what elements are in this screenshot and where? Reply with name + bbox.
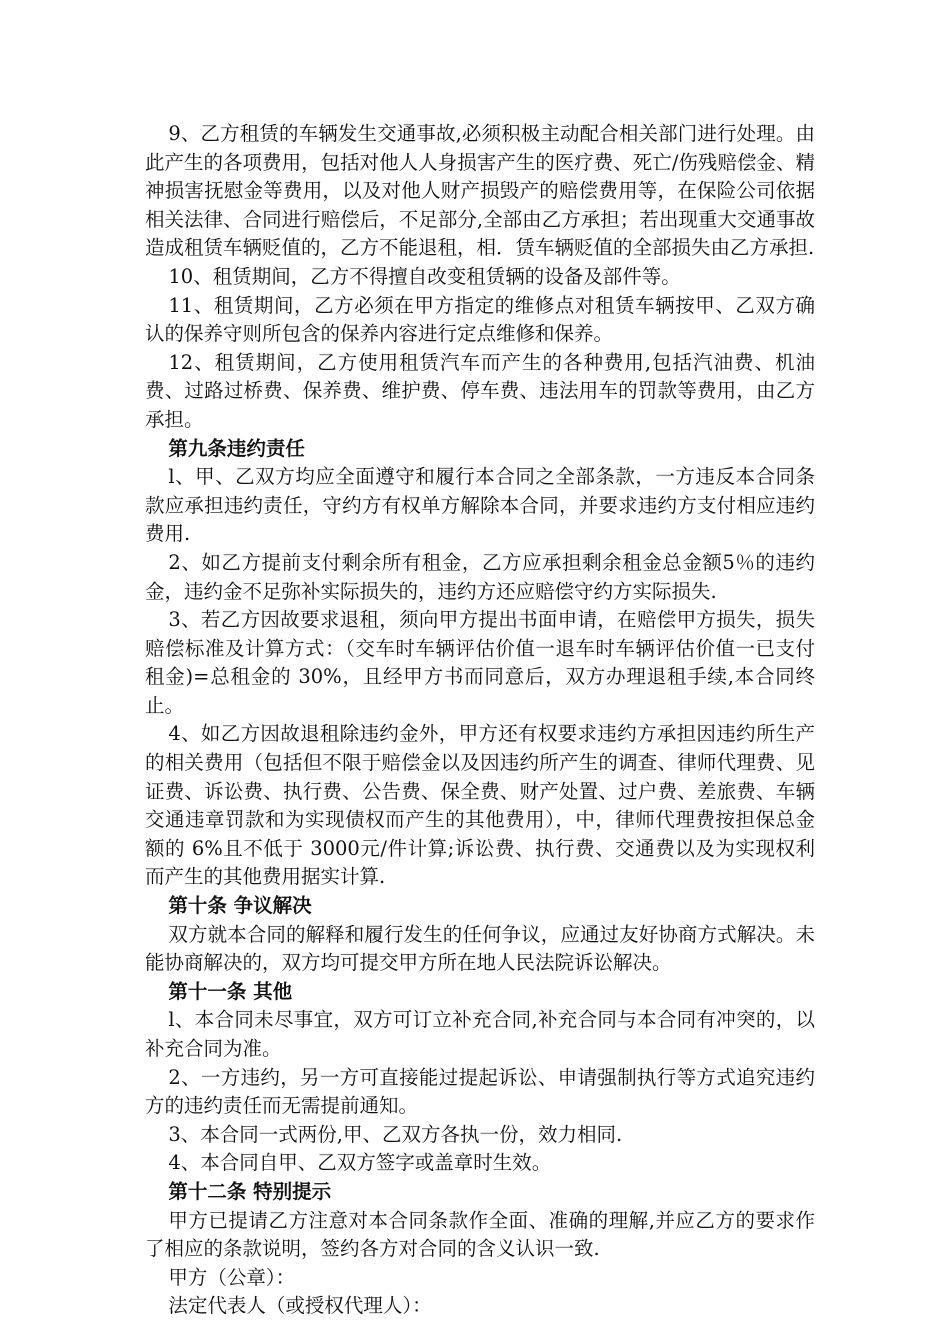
- article-11-heading: 第十一条 其他: [168, 979, 293, 1003]
- document-page: [145, 120, 815, 1321]
- article-11-item-2: 2、一方违约，另一方可直接能过提起诉讼、申请强制执行等方式追究违约方的违约责任而无需提前通知。: [145, 1065, 815, 1118]
- article-9-item-4: 4、如乙方因故退租除违约金外，甲方还有权要求违约方承担因违约所生产的相关费用（包括但不限于赔偿金以及因违约所产生的调查、律师代理费、见证费、诉讼费、执行费、公告费、保全费、财产处置、过户费、差旅费、车辆交通违章罚款和为实现债权而产生的其他费用），中，律师代理费按担保总金额的 6%且不低于 3000元/件计算;诉讼费、执行费、交通费以及为实现权利而产生的其他费用据实计算.: [145, 722, 815, 889]
- article-12-text: 甲方已提请乙方注意对本合同条款作全面、准确的理解,并应乙方的要求作了相应的条款说明，签约各方对合同的含义认识一致.: [145, 1208, 815, 1261]
- article-9-item-3: 3、若乙方因故要求退租，须向甲方提出书面申请，在赔偿甲方损失，损失赔偿标准及计算方式：（交车时车辆评估价值一退车时车辆评估价值一已支付租金)=总租金的 30%，且经甲方书而同意后，双方办理退租手续,本合同终止。: [145, 608, 815, 717]
- article-11-item-1: l、本合同未尽事宜，双方可订立补充合同,补充合同与本合同有冲突的，以补充合同为准。: [145, 1008, 815, 1060]
- clause-12-text: 12、租赁期间，乙方使用租赁汽车而产生的各种费用,包括汽油费、机油费、过路过桥费、保养费、维护费、停车费、违法用车的罚款等费用，由乙方承担。: [145, 350, 815, 431]
- article-11-item-3: 3、本合同一式两份,甲、乙双方各执一份，效力相同.: [168, 1122, 623, 1146]
- article-10-heading: 第十条 争议解决: [168, 894, 312, 918]
- party-a-seal-label: 甲方（公章）：: [168, 1265, 296, 1289]
- article-11-item-4: 4、本合同自甲、乙双方签字或盖章时生效。: [168, 1151, 552, 1175]
- article-12-heading: 第十二条 特别提示: [168, 1179, 332, 1203]
- article-9-item-1: l、甲、乙双方均应全面遵守和履行本合同之全部条款，一方违反本合同条款应承担违约责任，守约方有权单方解除本合同，并要求违约方支付相应违约费用.: [145, 465, 815, 546]
- article-10-text: 双方就本合同的解释和履行发生的任何争议，应通过友好协商方式解决。未能协商解决的，双方均可提交甲方所在地人民法院诉讼解决。: [145, 922, 815, 975]
- article-9-item-2: 2、如乙方提前支付剩余所有租金，乙方应承担剩余租金总金额5％的违约金，违约金不足弥补实际损失的，违约方还应赔偿守约方实际损失.: [145, 550, 815, 603]
- clause-11-text: 11、租赁期间，乙方必须在甲方指定的维修点对租赁车辆按甲、乙双方确认的保养守则所包含的保养内容进行定点维修和保养。: [145, 293, 815, 346]
- clause-9-text: 9、乙方租赁的车辆发生交通事故,必须积极主动配合相关部门进行处理。由此产生的各项费用，包括对他人人身损害产生的医疗费、死亡/伤残赔偿金、精神损害抚慰金等费用，以及对他人财产损毁产的赔偿费用等，在保险公司依据相关法律、合同进行赔偿后，不足部分,全部由乙方承担；若出现重大交通事故造成租赁车辆贬值的，乙方不能退租，相．赁车辆贬值的全部损失由乙方承担.: [145, 122, 815, 260]
- clause-10-text: 10、租赁期间，乙方不得擅自改变租赁辆的设备及部件等。: [168, 264, 681, 288]
- article-9-heading: 第九条违约责任: [168, 436, 305, 460]
- legal-representative-label: 法定代表人（或授权代理人）：: [168, 1294, 432, 1318]
